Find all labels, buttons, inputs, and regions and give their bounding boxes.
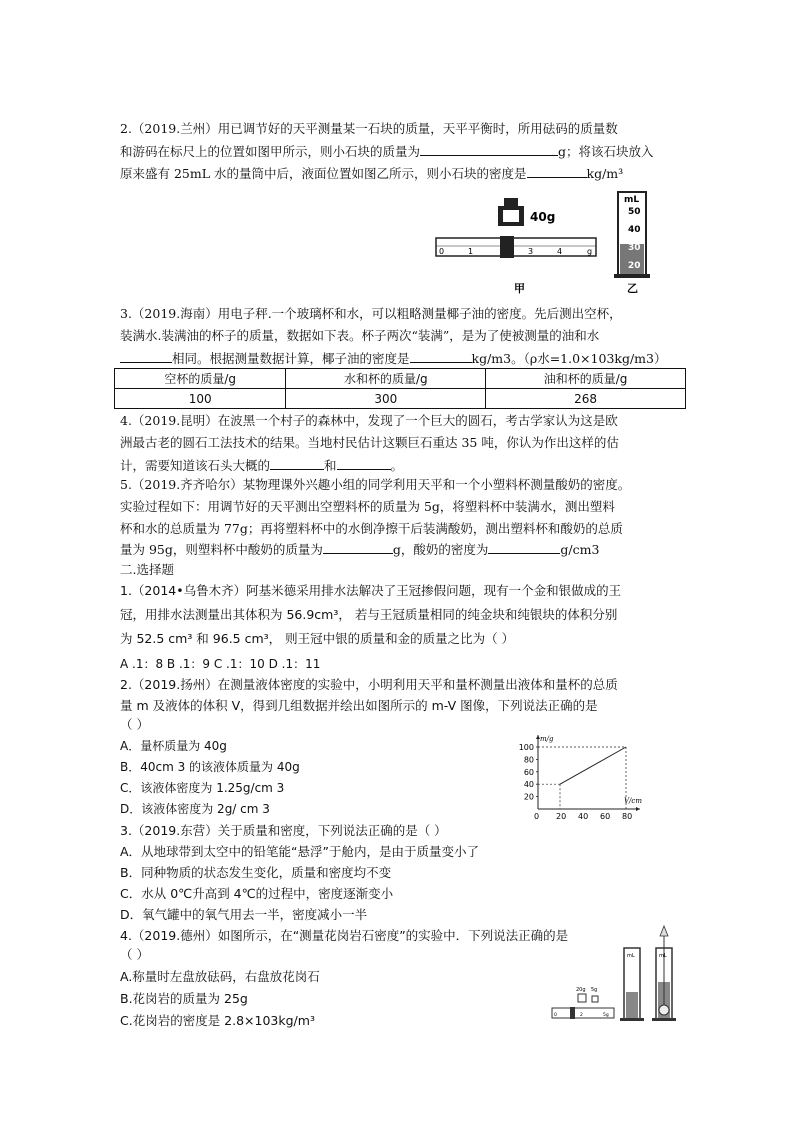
q2-line2 (120, 142, 654, 160)
c2-option-d[interactable]: D．该液体密度为 2g/ cm 3 (120, 802, 270, 816)
q5-line2: 实验过程如下：用调节好的天平测出空塑料杯的质量为 5g，将塑料杯中装满水，测出塑料 (120, 499, 615, 514)
cyl-tick: 50 (628, 207, 641, 217)
q4-line3b: 和 (324, 458, 337, 473)
cyl-unit: mL (627, 953, 635, 959)
weight-5g: 5g (591, 987, 598, 993)
table-header: 水和杯的质量/g (286, 369, 486, 389)
q5-line4c: g/cm3 (560, 542, 600, 557)
x-tick-label: 80 (622, 812, 633, 821)
y-tick-label: 80 (523, 755, 534, 765)
q3-blank-density[interactable] (410, 349, 472, 363)
q2-line3 (120, 164, 623, 182)
c4-option-b[interactable]: B.花岗岩的质量为 25g (120, 991, 248, 1006)
ruler-tick: 3 (528, 247, 534, 256)
weight-40g-icon (498, 198, 524, 226)
ruler-tick: 0 (439, 247, 445, 256)
c2-line2: 量 m 及液体的体积 V，得到几组数据并绘出如图所示的 m-V 图像，下列说法正确的是 (120, 698, 598, 713)
q5-line4a: 量为 95g，则塑料杯中酸奶的质量为 (120, 542, 323, 557)
c1-line3: 为 52.5 cm³ 和 96.5 cm³， 则王冠中银的质量和金的质量之比为（ ） (120, 631, 515, 646)
weight-label: 40g (530, 210, 556, 224)
x-axis-arrow (636, 807, 640, 811)
q5-line3: 杯和水的总质量为 77g；再将塑料杯中的水倒净擦干后装满酸奶，测出塑料杯和酸奶的总质 (120, 521, 623, 536)
ruler-tick: g (587, 247, 593, 256)
c4-line1: 4.（2019.德州）如图所示，在“测量花岗岩石密度”的实验中．下列说法正确的是 (120, 928, 569, 943)
ruler-tick: 1 (468, 247, 474, 256)
y-axis-label: m/g (540, 735, 554, 743)
table-header: 空杯的质量/g (115, 369, 286, 389)
q4-line2: 洲最古老的圆石工法技术的结果。当地村民估计这颗巨石重达 35 吨，你认为作出这样的估 (120, 435, 619, 450)
q3-blank-same[interactable] (120, 349, 172, 363)
c3-option-b[interactable]: B．同种物质的状态发生变化，质量和密度均不变 (120, 865, 392, 880)
cyl-tick: 40 (628, 225, 641, 235)
q3-line1: 3.（2019.海南）用电子秤.一个玻璃杯和水，可以粗略测量椰子油的密度。先后测出空杯， (120, 306, 622, 321)
c2-option-a[interactable]: A．量杯质量为 40g (120, 739, 227, 753)
q4-line3c: 。 (390, 458, 404, 473)
rider-icon (500, 236, 514, 258)
q2-line1: 2.（2019.兰州）用已调节好的天平测量某一石块的质量，天平平衡时，所用砝码的质量数 (120, 121, 618, 136)
c3-option-d[interactable]: D．氧气罐中的氧气用去一半，密度减小一半 (120, 907, 368, 922)
cyl-tick: 30 (628, 243, 641, 253)
c4-option-c[interactable]: C.花岗岩的密度是 2.8×103kg/m³ (120, 1013, 315, 1028)
table-row (115, 369, 686, 389)
cyl-unit: mL (659, 953, 667, 959)
y-tick-label: 60 (523, 767, 534, 777)
c1-line1: 1.（2014•乌鲁木齐）阿基米德采用排水法解决了王冠掺假问题，现有一个金和银做成的王 (120, 583, 622, 598)
table-cell: 100 (115, 389, 286, 409)
y-tick-label: 40 (523, 780, 534, 790)
weights-icon (578, 994, 598, 1002)
c2-option-b[interactable]: B．40cm 3 的该液体质量为 40g (120, 760, 300, 774)
table-header: 油和杯的质量/g (486, 369, 686, 389)
x-tick-label: 0 (534, 812, 540, 821)
label-yi: 乙 (627, 282, 638, 295)
m-v-chart (512, 733, 662, 821)
table-cell: 268 (486, 389, 686, 409)
rider-icon (570, 1007, 575, 1019)
c1-line2: 冠，用排水法测量出其体积为 56.9cm³， 若与王冠质量相同的纯金块和纯银块的体积分别 (120, 607, 618, 622)
c3-option-c[interactable]: C．水从 0℃升高到 4℃的过程中，密度逐渐变小 (120, 886, 394, 901)
q4-line1: 4.（2019.昆明）在波黑一个村子的森林中，发现了一个巨大的圆石，考古学家认为这是欧 (120, 413, 618, 428)
cylinder-with-stone-icon (652, 926, 676, 1021)
q2-figure (430, 188, 665, 298)
ruler-tick: 2 (580, 1013, 583, 1018)
q2-blank-density[interactable] (527, 164, 587, 178)
c3-option-a[interactable]: A．从地球带到太空中的铅笔能“悬浮”于舱内，是由于质量变小了 (120, 844, 480, 859)
q4-blank-1[interactable] (270, 456, 324, 470)
q2-blank-mass[interactable] (420, 142, 558, 156)
q3-line3a: 相同。根据测量数据计算，椰子油的密度是 (172, 351, 410, 366)
q5-blank-density[interactable] (488, 540, 560, 554)
c2-line3: （ ） (120, 717, 149, 732)
q5-line1: 5.（2019.齐齐哈尔）某物理课外兴趣小组的同学利用天平和一个小塑料杯测量酸奶的密度。 (120, 477, 631, 492)
cyl-tick: 20 (628, 261, 641, 271)
cyl-unit: mL (624, 195, 640, 205)
c4-figure (546, 924, 684, 1024)
q3-table (114, 368, 686, 409)
x-tick-label: 60 (600, 812, 611, 821)
q5-line4b: g，酸奶的密度为 (392, 542, 489, 557)
c3-line1: 3.（2019.东营）关于质量和密度，下列说法正确的是（ ） (120, 823, 447, 838)
label-jia: 甲 (514, 282, 525, 295)
q3-line3b: kg/m3。（ρ水=1.0×103kg/m3） (471, 351, 667, 366)
table-cell: 300 (286, 389, 486, 409)
q2-line2a: 和游码在标尺上的位置如图甲所示，则小石块的质量为 (120, 144, 421, 159)
x-axis-label: V/cm (624, 797, 642, 805)
q5-blank-mass[interactable] (323, 540, 393, 554)
x-tick-label: 20 (556, 812, 567, 821)
q2-line2b: g；将该石块放入 (558, 144, 654, 159)
c2-line1: 2.（2019.扬州）在测量液体密度的实验中，小明利用天平和量杯测量出液体和量杯的总质 (120, 677, 618, 692)
balance-ruler (436, 236, 596, 258)
q2-line3a: 原来盛有 25mL 水的量筒中后，液面位置如图乙所示，则小石块的密度是 (120, 166, 527, 181)
q4-line3 (120, 456, 403, 474)
section-title: 二.选择题 (120, 562, 174, 577)
q3-line2: 装满水.装满油的杯子的质量，数据如下表。杯子两次“装满”，是为了使被测量的油和水 (120, 328, 600, 343)
table-row (115, 389, 686, 409)
c1-options[interactable]: A .1：8 B .1：9 C .1：10 D .1：11 (120, 657, 321, 671)
q4-line3a: 计，需要知道该石头大概的 (120, 458, 271, 473)
q4-blank-2[interactable] (337, 456, 391, 470)
c2-option-c[interactable]: C．该液体密度为 1.25g/cm 3 (120, 781, 285, 795)
q2-line3b: kg/m³ (586, 166, 624, 181)
weight-20g: 20g (576, 987, 586, 993)
c4-line2: （ ） (120, 947, 149, 962)
q5-line4 (120, 540, 599, 558)
c4-option-a[interactable]: A.称量时左盘放砝码，右盘放花岗石 (120, 969, 320, 984)
y-tick-label: 100 (518, 743, 534, 752)
y-tick-label: 20 (523, 792, 534, 802)
series-line (560, 747, 626, 784)
x-tick-label: 40 (578, 812, 589, 821)
ruler-tick: 0 (554, 1013, 557, 1018)
q3-line3 (120, 349, 667, 367)
ruler-tick: 5g (603, 1013, 609, 1018)
ruler-tick: 4 (557, 247, 563, 256)
